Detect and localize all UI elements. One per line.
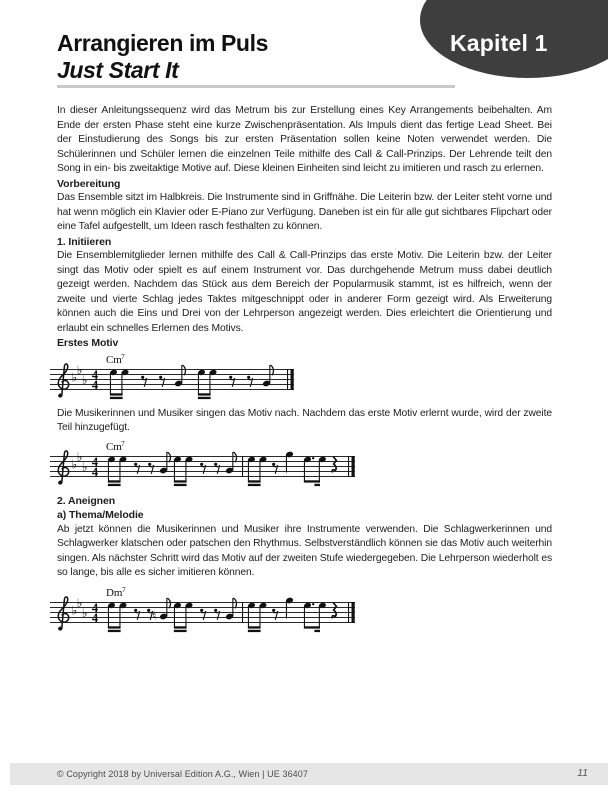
chapter-badge [420,0,608,78]
chapter-badge-label: Kapitel 1 [450,30,548,56]
chord-superscript: 7 [121,352,125,361]
page-number: 11 [577,767,588,779]
copyright-text: © Copyright 2018 by Universal Edition A.G., Wien | UE 36407 [57,769,308,779]
heading-erstes-motiv: Erstes Motiv [57,337,119,349]
heading-initiieren: 1. Initiieren [57,235,112,248]
body-column [57,104,552,640]
natural-icon: ♮ [152,608,157,623]
aneignen-paragraph: Ab jetzt können die Musikerinnen und Musiker ihre Instrumente verwenden. Die Schlagwerkerinnen und Schlagwerker klatschen oder patschen den Rhythmus. Selbstverständlich können sie das Motiv auch weiterhin singen. Als nächster Schritt wird das Motiv auf der zweiten Stufe wiedergegeben. Die Lehrperson wiederholt es so lange, bis alle es sicher imitieren können. [57,523,552,578]
page-subtitle: Just Start It [57,57,179,83]
chord-symbol: Dm [106,586,123,599]
score-zweiter-teil [57,440,552,494]
chord-symbol: Cm [106,440,122,453]
barline [242,456,243,477]
chord-superscript: 7 [121,439,125,448]
intro-paragraph: In dieser Anleitungssequenz wird das Metrum bis zur Erstellung eines Key Arrangements beibehalten. Am Ende der ersten Phase steht eine kurze Zwischenpräsentation. Als Impuls dient das fertige Lead Sheet. Bei der Einstudierung des Songs bis zur ersten Präsentation sollen keine Noten verwendet werden. Die Schülerinnen und Schüler lernen die einzelnen Teile mithilfe des Call & Call-Prinzips. Der Lehrende teilt den Song in ein- bis zweitaktige Motive auf. Diese kleinen Einheiten sind leicht zu imitieren und rasch zu erlernen. [57,105,552,174]
chord-superscript: 7 [122,585,126,594]
initiieren-paragraph: Die Ensemblemitglieder lernen mithilfe des Call & Call-Prinzips das erste Motiv. Die Leiterin bzw. der Leiter singt das Motiv oder spielt es auf einem Instrument vor. Das durchgehende Metrum muss dabei deutlich gezeigt werden. Nachdem das Stück aus dem Bereich der Popularmusik stammt, ist es hilfreich, wenn der zweite und vierte Schlag jedes Taktes mitgeschnippt oder in anderer Form gezeigt wird. Als Erweiterung können auch die Eins und Drei von der Lehrperson angezeigt werden. Dies erleichtert die Orientierung und erlaubt ein schnelles Erlernen des Motivs. [57,250,552,334]
barline [242,602,243,623]
footer-bar [10,763,608,785]
score-zweite-stufe [57,586,552,640]
page-title: Arrangieren im Puls [57,30,268,56]
heading-thema-melodie: a) Thema/Melodie [57,509,144,521]
score-erstes-motiv [57,353,552,407]
vorbereitung-paragraph: Das Ensemble sitzt im Halbkreis. Die Instrumente sind in Griffnähe. Die Leiterin bzw. der Leiter steht vorne und hat wenn möglich ein Klavier oder E-Piano zur Verfügung. Daneben ist ein für alle gut sichtbares Flipchart oder eine Tafel aufgestellt, um Ideen rasch festhalten zu können. [57,192,552,232]
chord-symbol: Cm [106,353,122,366]
heading-aneignen: 2. Aneignen [57,494,116,507]
heading-vorbereitung: Vorbereitung [57,177,121,190]
title-divider [57,85,455,88]
between-paragraph: Die Musikerinnen und Musiker singen das Motiv nach. Nachdem das erste Motiv erlernt wurde, wird der zweite Teil hinzugefügt. [57,407,552,433]
